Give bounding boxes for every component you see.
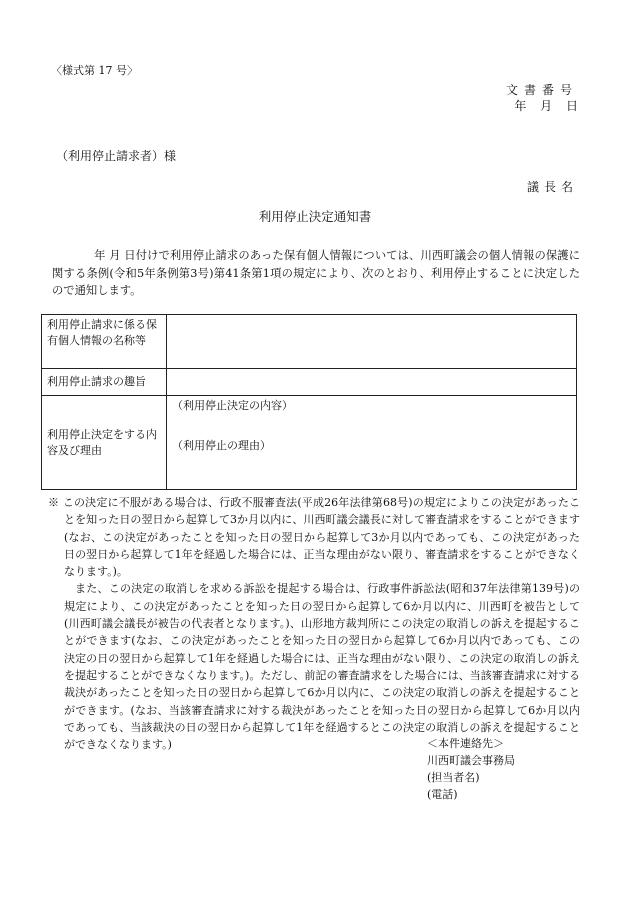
- note-lawsuit: また、この決定の取消しを求める訴訟を提起する場合は、行政事件訴訟法(昭和37年法律第139号)の規定により、この決定があったことを知った日の翌日から起算して6か月以内に、川西町を被告として(川西町議会議長が被告の代表者となります。)、山形地方裁判所にこの決定の取消しの訴えを提起することができます(なお、この決定があったことを知った日の翌日から起算して6か月以内であっても、この決定の日の翌日から起算して1年を経過した場合には、正当な理由がない限り、この決定の取消しの訴えを提起することができなくなります。)。ただし、前記の審査請求をした場合には、当該審査請求に対する裁決があったことを知った日の翌日から起算して6か月以内に、この決定の取消しの訴えを提起することができます。(なお、当該審査請求に対する裁決があったことを知った日の翌日から起算して6か月以内であっても、当該裁決の日の翌日から起算して1年を経過するとこの決定の取消しの訴えを提起することができなくなります。): [64, 582, 580, 752]
- row1-label: 利用停止請求に係る保有個人情報の名称等: [42, 315, 167, 369]
- contact-block: [427, 735, 515, 803]
- note-appeal: ※ この決定に不服がある場合は、行政不服審査法(平成26年法律第68号)の規定によりこの決定があったことを知った日の翌日から起算して3か月以内に、川西町議会議長に対して審査請求をすることができます(なお、この決定があったことを知った日の翌日から起算して3か月以内であっても、この決定があった日の翌日から起算して1年を経過した場合には、正当な理由がない限り、審査請求をすることができなくなります。)。: [48, 496, 580, 579]
- table-row: [42, 315, 577, 369]
- document-title: 利用停止決定通知書: [258, 209, 372, 224]
- row1-value: [167, 315, 577, 369]
- lead-paragraph: [52, 247, 580, 300]
- notes: [48, 494, 580, 753]
- info-table: [41, 314, 577, 490]
- contact-heading: ＜本件連絡先＞: [427, 737, 504, 750]
- sender-name: 議長名: [526, 180, 578, 194]
- table-row: [42, 369, 577, 396]
- lead-text: 年 月 日付けで利用停止請求のあった保有個人情報については、川西町議会の個人情報の保護に関する条例(令和5年条例第3号)第41条第1項の規定により、次のとおり、利用停止することに決定したので通知します。: [52, 249, 580, 297]
- form-number: 〈様式第 17 号〉: [51, 64, 138, 77]
- contact-person: (担当者名): [427, 771, 480, 784]
- row3-label: 利用停止決定をする内容及び理由: [42, 396, 167, 490]
- contact-office: 川西町議会事務局: [427, 754, 515, 767]
- table-row: [42, 396, 577, 490]
- decision-content-label: （利用停止決定の内容）: [172, 399, 293, 412]
- document-number: 文書番号: [505, 83, 578, 97]
- row2-label: 利用停止請求の趣旨: [42, 369, 167, 396]
- contact-phone: (電話): [427, 788, 458, 801]
- row2-value: [167, 369, 577, 396]
- row3-value: [167, 396, 577, 490]
- document-date: 年 月 日: [514, 99, 578, 113]
- addressee: （利用停止請求者）様: [56, 149, 177, 163]
- reason-label: （利用停止の理由）: [172, 439, 271, 452]
